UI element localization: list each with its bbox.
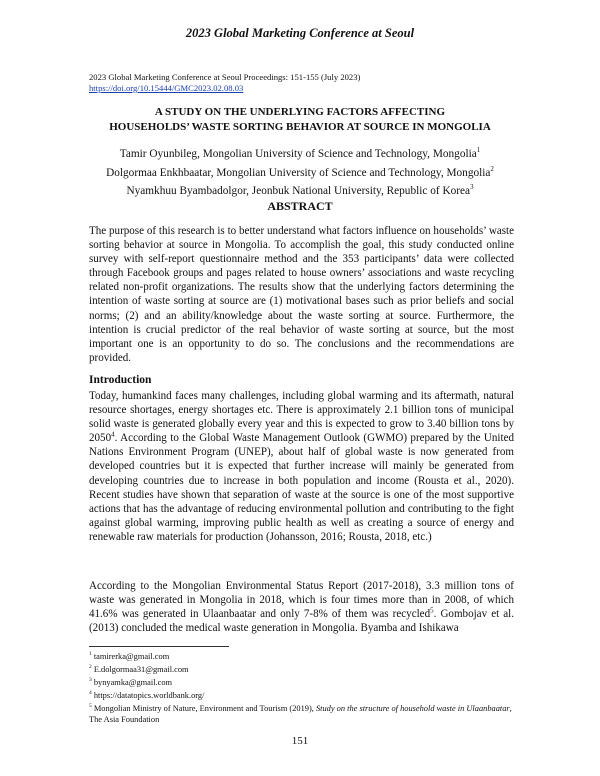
footnote-5: [89, 701, 514, 725]
footnote-5-text: Mongolian Ministry of Nature, Environment and Tourism (2019),: [91, 703, 316, 713]
running-header: 2023 Global Marketing Conference at Seoul: [185, 26, 415, 40]
footnote-5-mark: 5: [89, 703, 92, 709]
second-paragraph: [89, 579, 514, 635]
footnotes: [89, 649, 514, 725]
title-line-2: HOUSEHOLDS’ WASTE SORTING BEHAVIOR AT SOURCE IN MONGOLIA: [109, 121, 491, 133]
proceedings-info: [89, 72, 360, 94]
introduction-paragraph: [89, 389, 514, 544]
author-1-mark: 1: [476, 146, 481, 154]
para2-text-1: According to the Mongolian Environmental Status Report (2017-2018), 3.3 million tons of waste was generated in Mongolia in 2018, which is four times more than in 2008, of which 41.6% was generated in Ulaanbaatar and only 7-8% of them was recycled: [89, 580, 514, 621]
author-3: [60, 180, 540, 199]
para2-text-2: . Gombojav et al. (2013) concluded the medical waste generation in Mongolia. Byamba and Ishikawa: [89, 608, 514, 635]
proceedings-line: 2023 Global Marketing Conference at Seoul Proceedings: 151-155 (July 2023): [89, 72, 361, 82]
author-2-mark: 2: [490, 164, 494, 173]
abstract-heading: ABSTRACT: [267, 199, 333, 213]
paper-title: [60, 105, 540, 135]
footnote-1-text: tamirerka@gmail.com: [91, 651, 170, 661]
footnote-5-tail: , The Asia Foundation: [89, 703, 512, 724]
footnote-2: [89, 662, 514, 675]
footnote-4: [89, 688, 514, 701]
author-list: [60, 143, 540, 199]
page-number: 151: [291, 735, 309, 747]
author-3-mark: 3: [470, 183, 474, 192]
intro-text-1: Today, humankind faces many challenges, including global warming and its aftermath, natural resource shortages, energy shortages etc. There is approximately 2.1 billion tons of municipal solid waste is generated globally every year and this is expected to grow to 3.40 billion tons by 2050: [89, 390, 514, 445]
footnote-3-mark: 3: [89, 677, 92, 683]
title-line-1: A STUDY ON THE UNDERLYING FACTORS AFFECTING: [154, 106, 446, 118]
footnote-2-mark: 2: [89, 664, 92, 670]
footnote-ref-5: 5: [430, 606, 434, 615]
author-2: [60, 162, 540, 181]
abstract-text: The purpose of this research is to better understand what factors influence on households’ waste sorting behavior at source in Mongolia. To accomplish the goal, this study conducted online survey with self-report questionnaire method and the 353 participants’ data were collected through Facebook groups and pages related to house owners’ associations and waste recycling related non-profit organizations. The results show that the underlying factors determining the intention of waste sorting at source are (1) motivational bases such as prior beliefs and social norms; (2) and an ability/knowledge about the waste sorting at source. Furthermore, the intention is crucial predictor of the real behavior of waste sorting at source, but the most important one is an opportunity to do so. The conclusions and the recommendations are provided.: [89, 225, 514, 364]
doi-link[interactable]: https://doi.org/10.15444/GMC2023.02.08.03: [89, 83, 244, 93]
footnote-5-title: Study on the structure of household waste in Ulaanbaatar: [315, 703, 510, 713]
footnote-2-text: E.dolgormaa31@gmail.com: [91, 664, 189, 674]
author-3-text: Nyamkhuu Byambadolgor, Jeonbuk National University, Republic of Korea: [126, 184, 471, 197]
author-1-text: Tamir Oyunbileg, Mongolian University of Science and Technology, Mongolia: [119, 147, 477, 160]
footnote-4-mark: 4: [89, 690, 92, 696]
footnote-3: [89, 675, 514, 688]
footnote-divider: [89, 646, 229, 647]
author-2-text: Dolgormaa Enkhbaatar, Mongolian University of Science and Technology, Mongolia: [106, 166, 491, 179]
footnote-1-mark: 1: [89, 651, 92, 657]
footnote-1: [89, 649, 514, 662]
intro-text-2: . According to the Global Waste Management Outlook (GWMO) prepared by the United Nations Environment Program (UNEP), about half of global waste is now generated from developed countries but it is expected that further increase will mainly be generated from developing countries due to increase in both population and income (Rousta et al., 2020). Recent studies have shown that separation of waste at the source is one of the most supportive actions that has the advantage of reducing environmental pollution and contributing to the fight against global warming, improving public health as well as creating a source of energy and renewable raw materials for production (Johansson, 2016; Rousta, 2018, etc.): [89, 432, 514, 543]
footnote-4-text: https://datatopics.worldbank.org/: [91, 690, 205, 700]
author-1: [60, 143, 540, 162]
footnote-ref-4: 4: [111, 430, 115, 439]
footnote-3-text: bynyamka@gmail.com: [91, 677, 173, 687]
introduction-heading: Introduction: [89, 374, 152, 386]
